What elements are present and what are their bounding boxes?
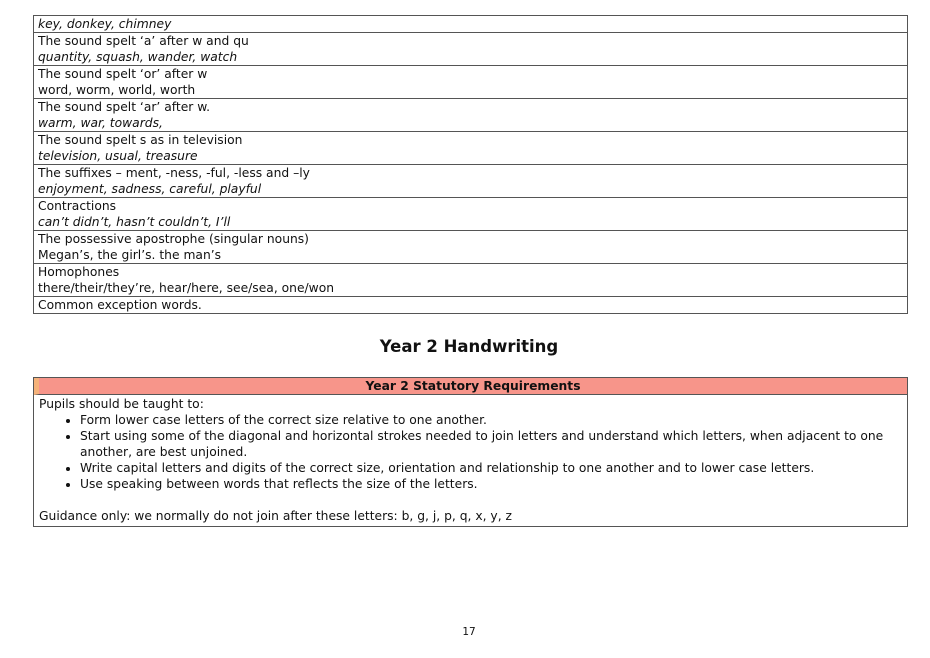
table-row	[34, 16, 908, 33]
spacer	[39, 492, 903, 508]
rule-text: Homophones	[38, 265, 120, 279]
rule-text: The sound spelt ‘a’ after w and qu	[38, 34, 249, 48]
word-examples: television, usual, treasure	[38, 149, 198, 163]
table-row	[34, 198, 908, 231]
table-cell	[34, 297, 908, 314]
requirement-item: • Form lower case letters of the correct size relative to one another.	[80, 412, 903, 428]
table-cell	[34, 198, 908, 231]
section-title: Year 2 Handwriting	[379, 337, 559, 356]
table-cell	[34, 99, 908, 132]
word-examples: warm, war, towards,	[38, 116, 163, 130]
table-row	[34, 132, 908, 165]
table-row	[34, 66, 908, 99]
word-examples: quantity, squash, wander, watch	[38, 50, 238, 64]
table-row	[34, 165, 908, 198]
requirements-table	[33, 377, 908, 527]
rule-text: Common exception words.	[38, 298, 202, 312]
requirement-item: • Start using some of the diagonal and horizontal strokes needed to join letters and understand which letters, when adjacent to one another, are best unjoined.	[80, 428, 903, 460]
table-row	[34, 33, 908, 66]
requirements-body	[34, 395, 907, 526]
page-number: 17	[462, 626, 476, 638]
table-cell	[34, 231, 908, 264]
word-examples: word, worm, world, worth	[38, 83, 196, 97]
word-examples: Megan’s, the girl’s. the man’s	[38, 248, 222, 262]
requirements-list	[39, 412, 903, 492]
rule-text: The suffixes – ment, -ness, -ful, -less and –ly	[38, 166, 310, 180]
table-row	[34, 264, 908, 297]
table-row	[34, 99, 908, 132]
table-cell	[34, 264, 908, 297]
requirement-item: • Write capital letters and digits of the correct size, orientation and relationship to one another and to lower case letters.	[80, 460, 903, 476]
spelling-table	[33, 15, 908, 314]
rule-text: The sound spelt ‘or’ after w	[38, 67, 208, 81]
table-cell	[34, 132, 908, 165]
table-cell	[34, 66, 908, 99]
guidance-note: Guidance only: we normally do not join after these letters: b, g, j, p, q, x, y, z	[39, 509, 512, 523]
table-cell	[34, 33, 908, 66]
rule-text: The sound spelt ‘ar’ after w.	[38, 100, 211, 114]
table-cell	[34, 165, 908, 198]
requirement-item: • Use speaking between words that reflects the size of the letters.	[80, 476, 903, 492]
table-row	[34, 231, 908, 264]
table-cell	[34, 16, 908, 33]
requirements-intro: Pupils should be taught to:	[39, 397, 204, 411]
word-examples: enjoyment, sadness, careful, playful	[38, 182, 262, 196]
rule-text: Contractions	[38, 199, 117, 213]
requirements-header: Year 2 Statutory Requirements	[34, 378, 907, 395]
word-examples: key, donkey, chimney	[38, 17, 172, 31]
word-examples: there/their/they’re, hear/here, see/sea, one/won	[38, 281, 335, 295]
rule-text: The possessive apostrophe (singular nouns)	[38, 232, 309, 246]
table-row	[34, 297, 908, 314]
word-examples: can’t didn’t, hasn’t couldn’t, I’ll	[38, 215, 231, 229]
rule-text: The sound spelt s as in television	[38, 133, 243, 147]
